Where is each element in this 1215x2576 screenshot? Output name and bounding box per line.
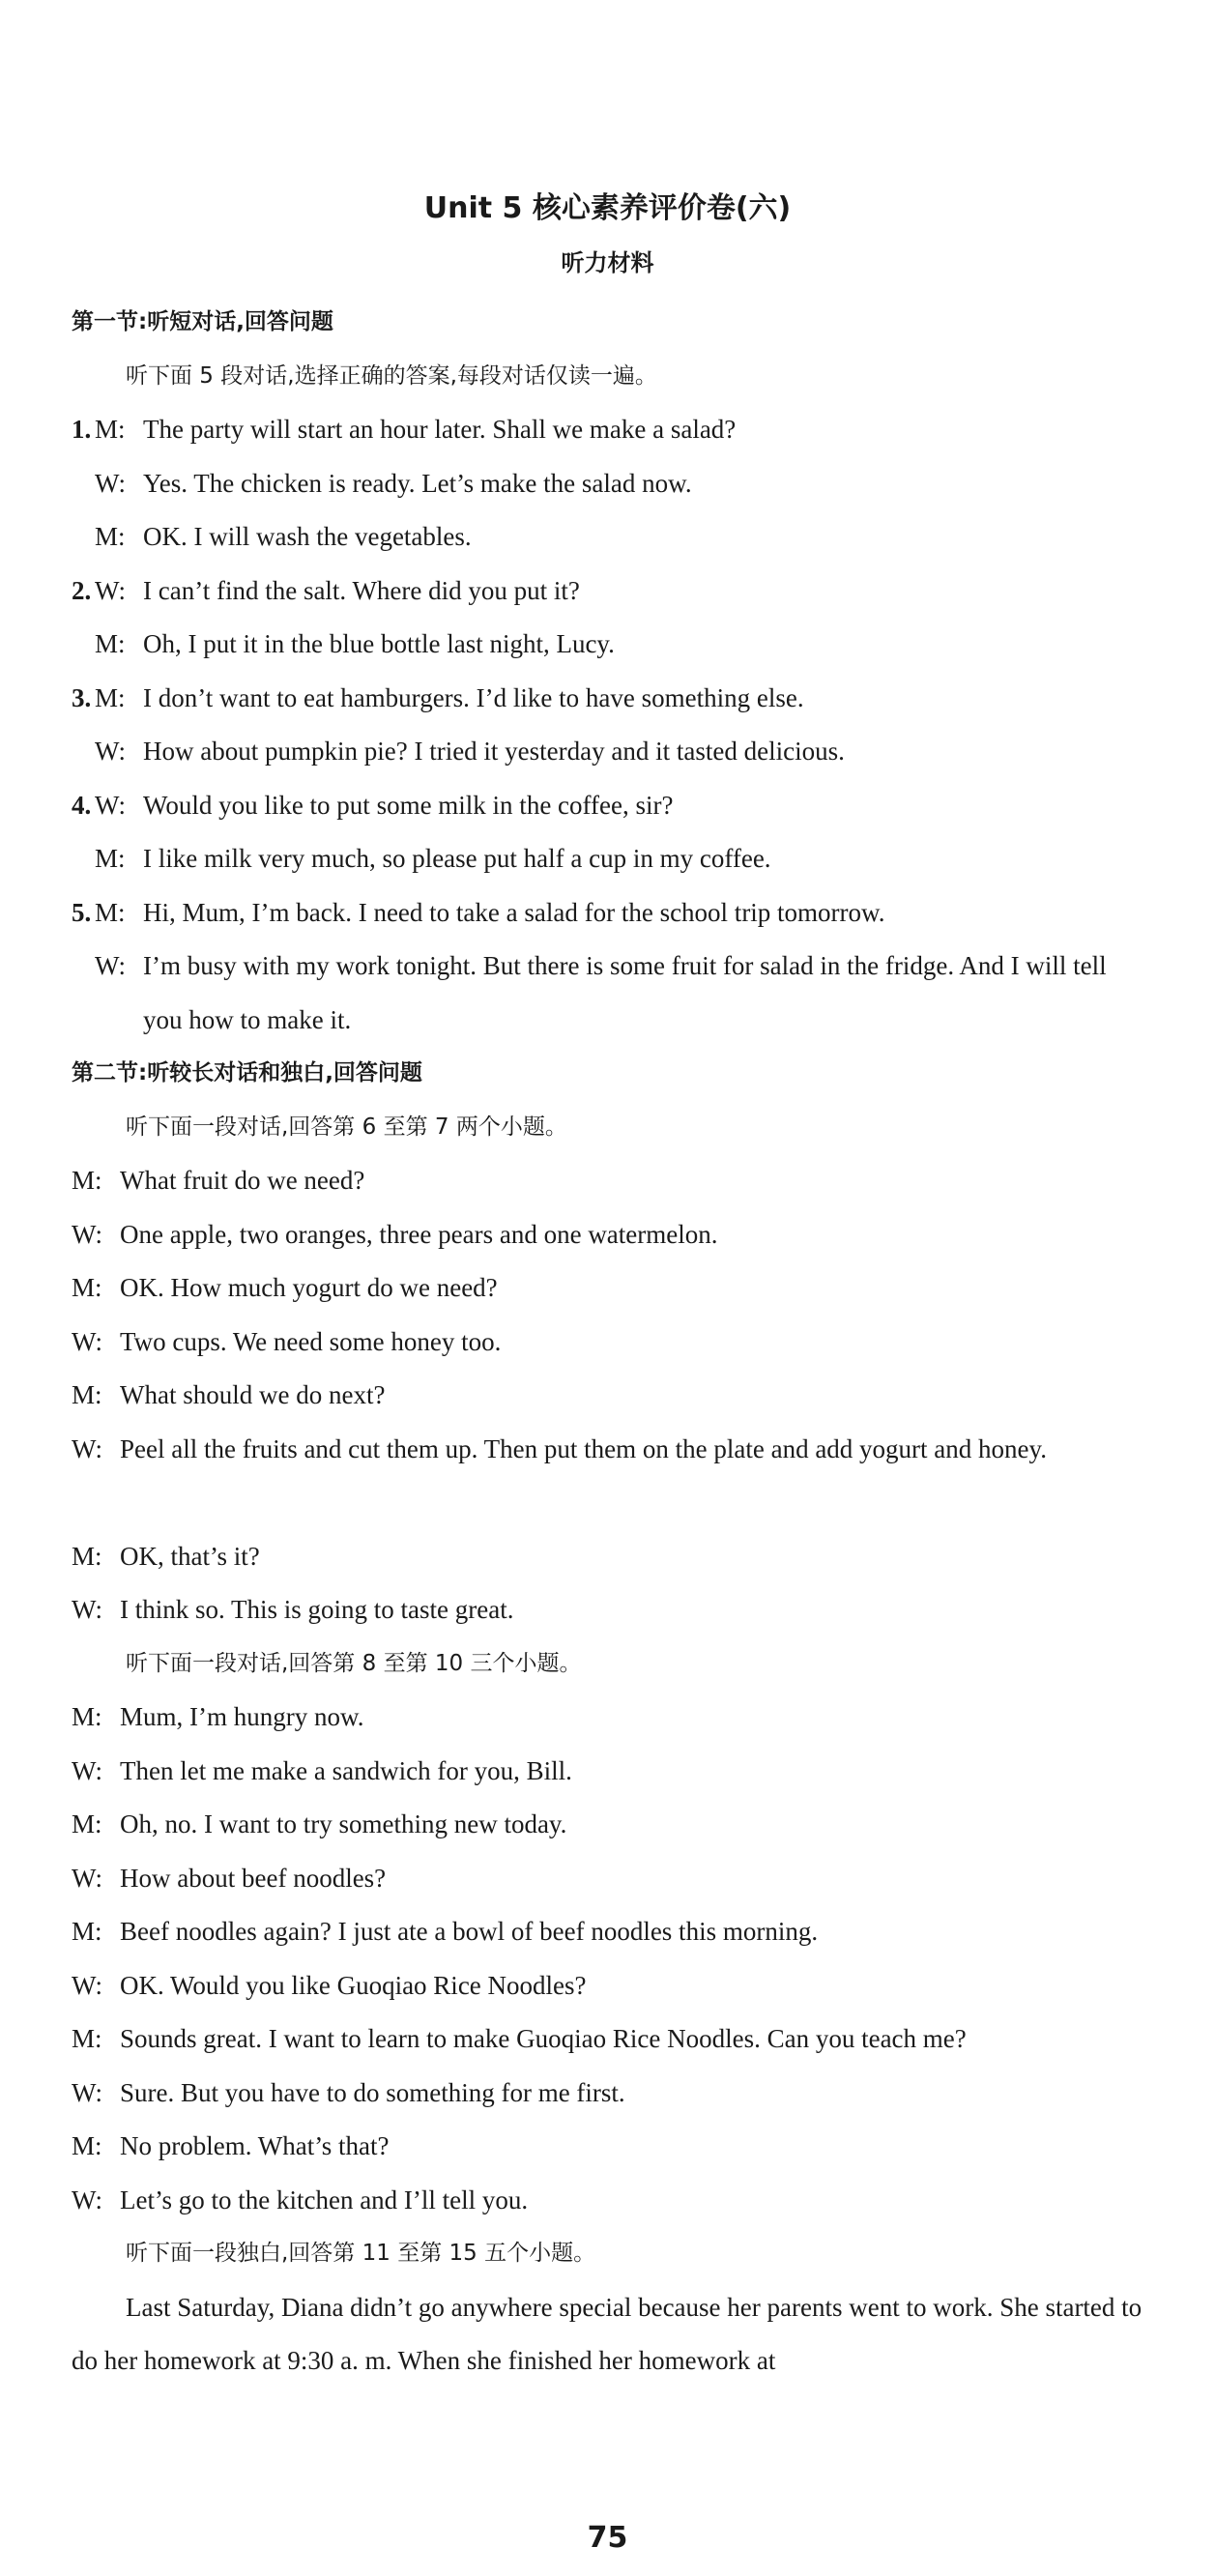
speaker: M: xyxy=(72,1809,102,1838)
dialogue-line: How about beef noodles? xyxy=(120,1863,387,1893)
speaker: W: xyxy=(72,1970,102,2000)
section1-instruction: 听下面 5 段对话,选择正确的答案,每段对话仅读一遍。 xyxy=(126,362,657,389)
speaker: M: xyxy=(72,1541,102,1571)
speaker: W: xyxy=(72,1219,102,1249)
dialogue-line: OK, that’s it? xyxy=(120,1541,260,1571)
dialogue-line: One apple, two oranges, three pears and one watermelon. xyxy=(120,1219,718,1249)
dialogue-line: I think so. This is going to taste great. xyxy=(120,1595,514,1624)
speaker: W: xyxy=(95,737,126,766)
speaker: M: xyxy=(72,2024,102,2053)
speaker: W: xyxy=(72,1433,102,1463)
page-title: Unit 5 核心素养评价卷(六) xyxy=(423,191,792,225)
section1-heading: 第一节:听短对话,回答问题 xyxy=(72,309,333,334)
speaker: W: xyxy=(72,2185,102,2214)
speaker: M: xyxy=(95,522,126,551)
long-dialogue-2 xyxy=(72,1691,1144,2227)
dialogue-line: How about pumpkin pie? I tried it yesterday and it tasted delicious. xyxy=(143,737,845,766)
speaker: M: xyxy=(95,629,126,658)
dialogue-line: I like milk very much, so please put half a cup in my coffee. xyxy=(143,844,771,873)
dialogue-3 xyxy=(72,672,1144,779)
dialogue-line: No problem. What’s that? xyxy=(120,2131,390,2160)
dialogue-line: Sure. But you have to do something for me first. xyxy=(120,2077,625,2107)
section2-instruction-1: 听下面一段对话,回答第 6 至第 7 两个小题。 xyxy=(126,1114,567,1140)
speaker: M: xyxy=(72,1273,102,1302)
speaker: W: xyxy=(72,1755,102,1785)
dialogue-1 xyxy=(72,403,1144,564)
dialogue-line: Oh, I put it in the blue bottle last night, Lucy. xyxy=(143,629,615,658)
dialogue-line: Hi, Mum, I’m back. I need to take a salad for the school trip tomorrow. xyxy=(143,897,885,927)
question-number: 4. xyxy=(72,790,92,820)
long-dialogue-1 xyxy=(72,1154,1144,1637)
page-subtitle: 听力材料 xyxy=(561,249,654,276)
speaker: M: xyxy=(72,1917,102,1946)
section2-instruction-2: 听下面一段对话,回答第 8 至第 10 三个小题。 xyxy=(126,1650,582,1676)
speaker: M: xyxy=(72,1702,102,1731)
section2-instruction-3: 听下面一段独白,回答第 11 至第 15 五个小题。 xyxy=(126,2241,596,2266)
speaker: M: xyxy=(95,682,126,712)
speaker: M: xyxy=(72,2131,102,2160)
dialogue-line: Peel all the fruits and cut them up. Then put them on the plate and add yogurt and honey. xyxy=(120,1433,1048,1463)
dialogue-line: Beef noodles again? I just ate a bowl of beef noodles this morning. xyxy=(120,1917,819,1946)
question-number: 2. xyxy=(72,575,92,605)
dialogue-line: Would you like to put some milk in the coffee, sir? xyxy=(143,790,674,820)
question-number: 3. xyxy=(72,682,92,712)
monologue-paragraph: Last Saturday, Diana didn’t go anywhere special because her parents went to work. She started to do her homework at 9:30 a. m. When she finished her homework at xyxy=(72,2292,1143,2375)
section2-heading: 第二节:听较长对话和独白,回答问题 xyxy=(72,1060,422,1085)
question-number: 1. xyxy=(72,415,92,444)
dialogue-line: OK. How much yogurt do we need? xyxy=(120,1273,498,1302)
dialogue-5 xyxy=(72,886,1144,1048)
speaker: W: xyxy=(95,575,126,605)
question-number: 5. xyxy=(72,897,92,927)
speaker: W: xyxy=(72,1595,102,1624)
dialogue-line: Let’s go to the kitchen and I’ll tell you. xyxy=(120,2185,529,2214)
speaker: W: xyxy=(72,1863,102,1893)
speaker: M: xyxy=(72,1166,102,1195)
page-number: 75 xyxy=(587,2521,628,2555)
dialogue-line: Then let me make a sandwich for you, Bill. xyxy=(120,1755,572,1785)
speaker: M: xyxy=(95,897,126,927)
dialogue-line: I can’t find the salt. Where did you put it? xyxy=(143,575,580,605)
dialogue-line: OK. I will wash the vegetables. xyxy=(143,522,472,551)
dialogue-line: The party will start an hour later. Shall we make a salad? xyxy=(143,415,737,444)
dialogue-line: Two cups. We need some honey too. xyxy=(120,1326,502,1356)
dialogue-line: What should we do next? xyxy=(120,1380,386,1409)
document-body xyxy=(72,296,1144,2388)
dialogue-line: Mum, I’m hungry now. xyxy=(120,1702,364,1731)
speaker: M: xyxy=(95,415,126,444)
dialogue-4 xyxy=(72,779,1144,886)
speaker: W: xyxy=(72,2077,102,2107)
dialogue-line: Yes. The chicken is ready. Let’s make the salad now. xyxy=(143,468,692,498)
speaker: M: xyxy=(72,1380,102,1409)
speaker: W: xyxy=(95,951,126,980)
speaker: W: xyxy=(72,1326,102,1356)
dialogue-line: What fruit do we need? xyxy=(120,1166,365,1195)
speaker: W: xyxy=(95,468,126,498)
dialogue-2 xyxy=(72,564,1144,672)
dialogue-line: Oh, no. I want to try something new today. xyxy=(120,1809,567,1838)
dialogue-line: OK. Would you like Guoqiao Rice Noodles? xyxy=(120,1970,587,2000)
dialogue-line: I’m busy with my work tonight. But there is some fruit for salad in the fridge. And I will tell you how to make it. xyxy=(143,951,1107,1034)
dialogue-line: Sounds great. I want to learn to make Guoqiao Rice Noodles. Can you teach me? xyxy=(120,2024,967,2053)
dialogue-line: I don’t want to eat hamburgers. I’d like to have something else. xyxy=(143,682,804,712)
speaker: W: xyxy=(95,790,126,820)
speaker: M: xyxy=(95,844,126,873)
